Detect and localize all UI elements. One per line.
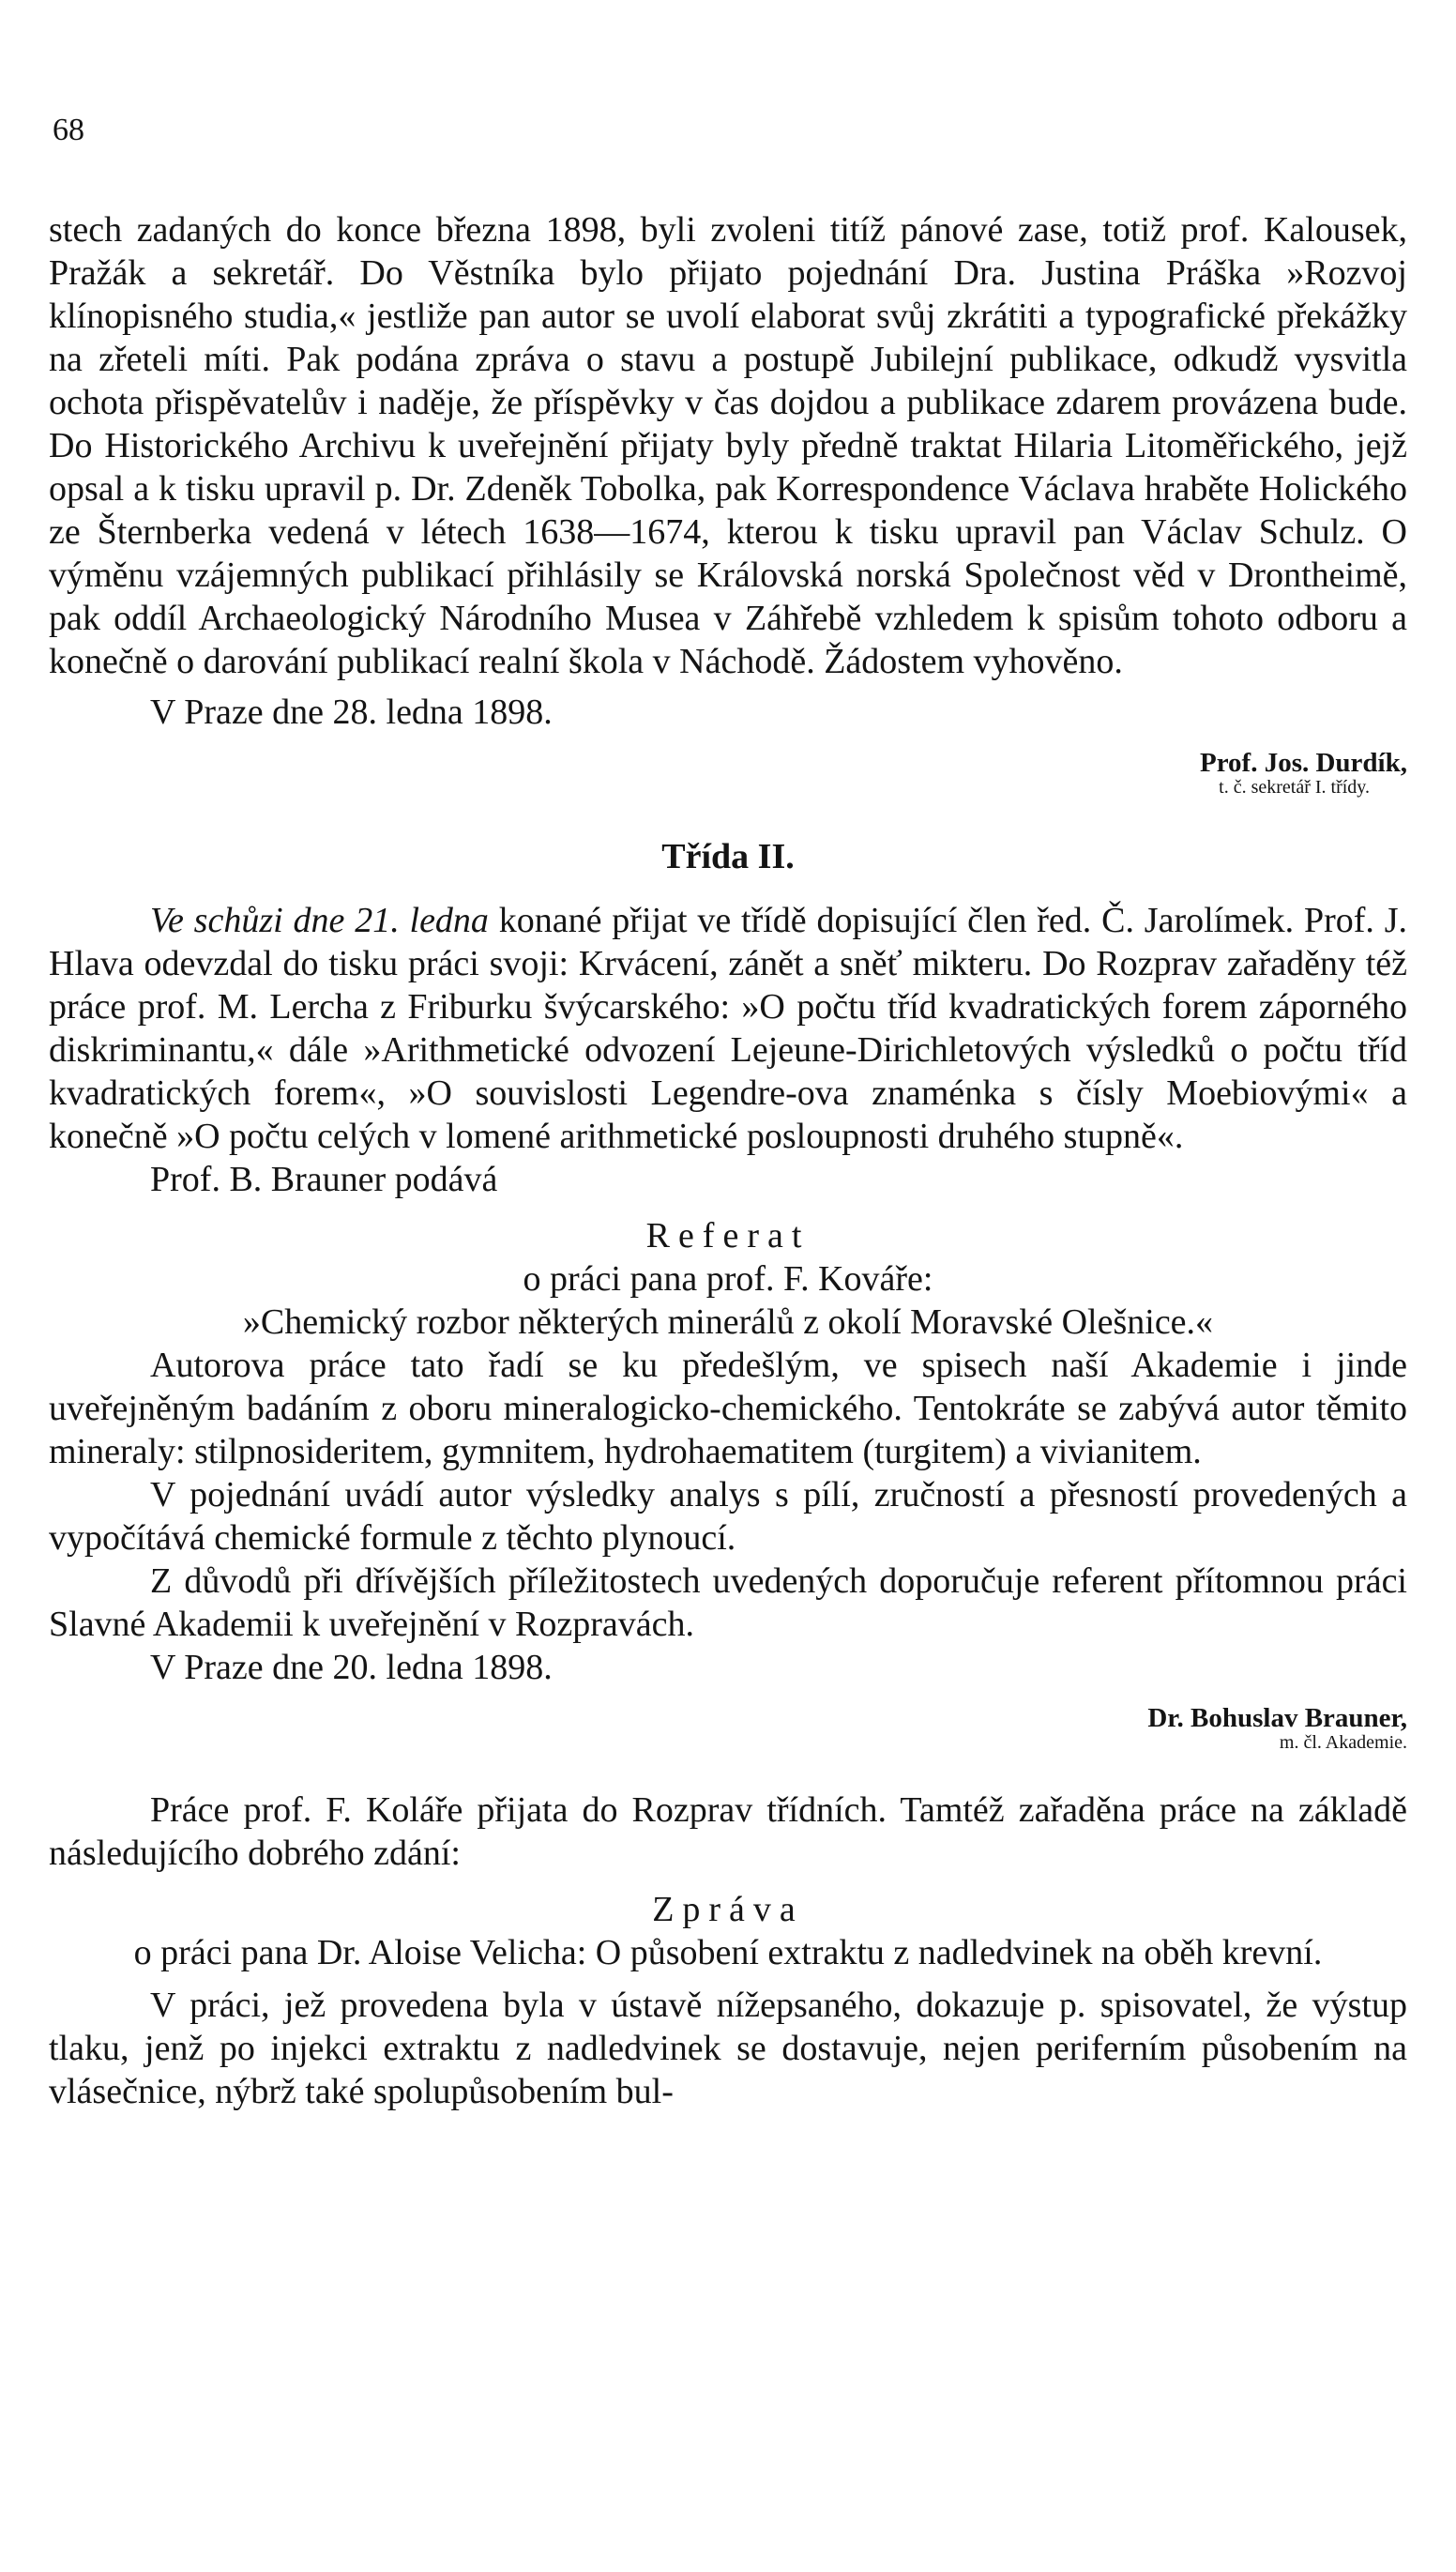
section-heading: Třída II. xyxy=(661,837,795,876)
session-date-italic: Ve schůzi dne 21. ledna xyxy=(150,901,489,940)
page-number: 68 xyxy=(53,113,84,147)
page-body xyxy=(49,208,1407,2113)
referat-paragraph-3: Z důvodů při dřívějších příležitostech uvedených doporučuje referent přítomnou práci Slavné Akademii k uveřejnění v Rozpravách. xyxy=(49,1561,1407,1644)
zprava-paragraph-1: V práci, jež provedena byla v ústavě nížepsaného, dokazuje p. spisovatel, že výstup tlaku, jenž po injekci extraktu z nadledvinek se dostavuje, nejen periferním působením na vlásečnice, nýbrž také spolupůsobením bul- xyxy=(49,1986,1407,2111)
paragraph-class-two xyxy=(49,899,1407,1158)
zprava-subtitle: o práci pana Dr. Aloise Velicha: O působení extraktu z nadledvinek na oběh krevní. xyxy=(133,1933,1323,1972)
referat-date-line: V Praze dne 20. ledna 1898. xyxy=(150,1648,553,1687)
referat-title: Referat xyxy=(645,1216,811,1256)
referat-signature-title: m. čl. Akademie. xyxy=(1279,1732,1407,1753)
paragraph-session-report: stech zadaných do konce března 1898, byli zvoleni titíž pánové zase, totiž prof. Kalousek, Pražák a sekretář. Do Věstníka bylo přijato pojednání Dra. Justina Práška »Rozvoj klínopisného studia,« jestliže pan autor se uvolí elaborat svůj zkrátiti a typografické překážky na zřeteli míti. Pak podána zpráva o stavu a postupě Jubilejní publikace, odkudž vysvitla ochota přispěvatelův i naděje, že příspěvky v čas dojdou a publikace zdarem provázena bude. Do Historického Archivu k uveřejnění přijaty byly předně traktat Hilaria Litoměřického, jejž opsal a k tisku upravil p. Dr. Zdeněk Tobolka, pak Korrespondence Václava hraběte Holického ze Šternberka vedená v létech 1638—1674, kterou k tisku upravil pan Václav Schulz. O výměnu vzájemných publikací přihlásily se Královská norská Společnost věd v Drontheimě, pak oddíl Archaeologický Národního Musea v Záhřebě vzhledem k spisům tohoto odboru a konečně o darování publikací realní škola v Náchodě. Žádostem vyhověno. xyxy=(49,210,1407,681)
referat-paragraph-2: V pojednání uvádí autor výsledky analys s pílí, zručností a přesností provedených a vypočítává chemické formule z těchto plynoucí. xyxy=(49,1475,1407,1558)
referat-subtitle: o práci pana prof. F. Kováře: xyxy=(523,1259,933,1299)
paragraph-kolar: Práce prof. F. Kolářе přijata do Rozprav třídních. Tamtéž zařaděna práce na základě následujícího dobrého zdání: xyxy=(49,1790,1407,1873)
document-page xyxy=(49,0,1407,2572)
date-line: V Praze dne 28. ledna 1898. xyxy=(150,692,553,732)
referat-signature-name: Dr. Bohuslav Brauner, xyxy=(1147,1703,1407,1733)
zprava-title: Zpráva xyxy=(652,1890,804,1929)
paragraph-class-two-text: konané přijat ve třídě dopisující člen řed. Č. Jarolímek. Prof. J. Hlava odevzdal do tisku práci svoji: Krvácení, zánět a sněť mikteru. Do Rozprav zařaděny též práce prof. M. Lercha z Friburku švýcarského: »O počtu tříd kvadratických forem záporného diskriminantu,« dále »Arithmetické odvození Lejeune-Dirichletových výsledků o počtu tříd kvadratických forem«, »O souvislosti Legendre-ova znaménka s čísly Moebiovými« a konečně »O počtu celých v lomené arithmetické posloupnosti druhého stupně«. xyxy=(49,901,1408,1156)
signature-title: t. č. sekretář I. třídy. xyxy=(1219,777,1370,798)
signature-name: Prof. Jos. Durdík, xyxy=(1199,748,1407,778)
referat-work-title: »Chemický rozbor některých minerálů z okolí Moravské Olešnice.« xyxy=(242,1302,1214,1342)
referat-paragraph-1: Autorova práce tato řadí se ku předešlým, ve spisech naší Akademie i jinde uveřejněným badáním z oboru mineralogicko-chemického. Tentokráte se zabývá autor těmito mineraly: stilpnosideritem, gymnitem, hydrohaematitem (turgitem) a vivianitem. xyxy=(49,1346,1407,1471)
paragraph-brauner: Prof. B. Brauner podává xyxy=(150,1160,498,1199)
